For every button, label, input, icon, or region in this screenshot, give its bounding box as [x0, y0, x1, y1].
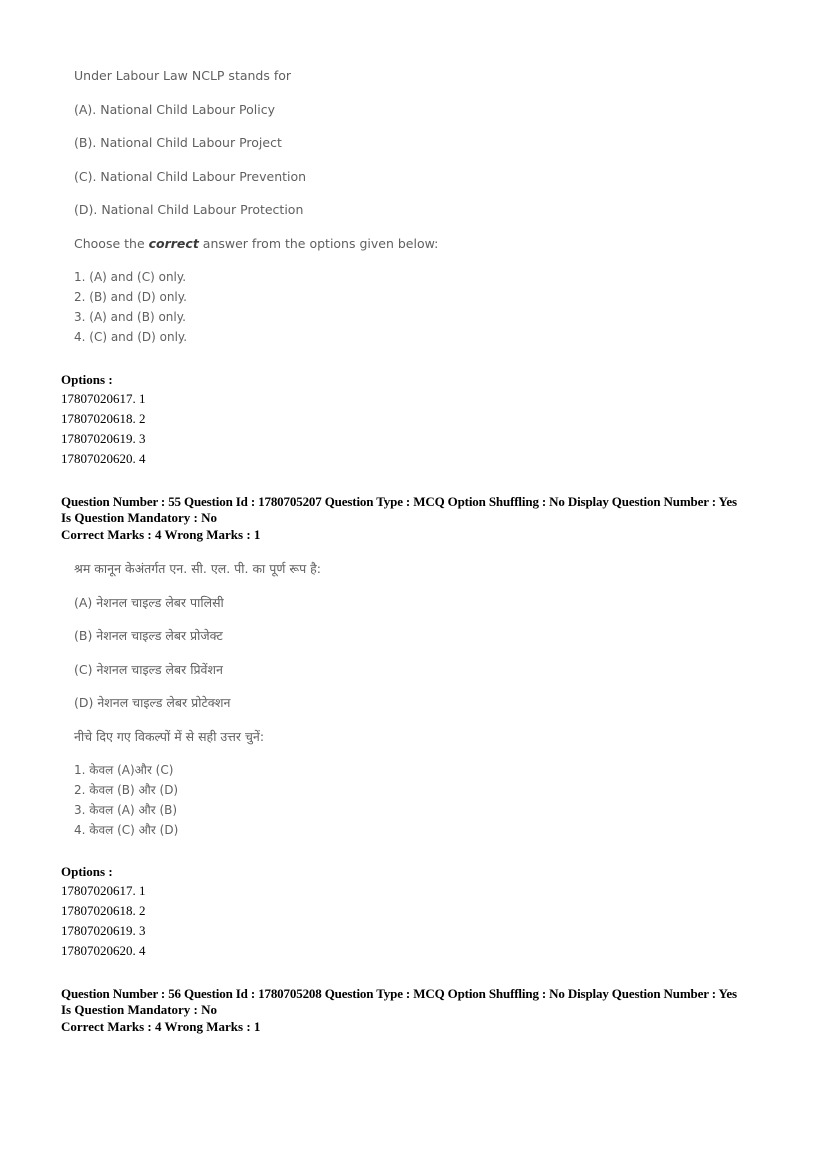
statement-a: (A). National Child Labour Policy — [74, 102, 276, 117]
question-55-header: Question Number : 55 Question Id : 1780705207 Question Type : MCQ Option Shuffling : No Display Question Number : Yes — [61, 494, 737, 509]
question-55-marks: Correct Marks : 4 Wrong Marks : 1 — [61, 527, 261, 542]
question-stem: श्रम कानून केअंतर्गत एन. सी. एल. पी. का पूर्ण रूप है: — [74, 561, 322, 576]
option-id: 17807020620. 4 — [61, 451, 146, 466]
choice-1: 1. केवल (A)और (C) — [74, 763, 174, 777]
choice-2: 2. (B) and (D) only. — [74, 290, 187, 304]
statement-d: (D) नेशनल चाइल्ड लेबर प्रोटेक्शन — [74, 695, 231, 710]
option-id: 17807020619. 3 — [61, 923, 146, 938]
statement-b: (B) नेशनल चाइल्ड लेबर प्रोजेक्ट — [74, 628, 223, 643]
choice-3: 3. केवल (A) और (B) — [74, 803, 178, 817]
option-id: 17807020620. 4 — [61, 943, 146, 958]
question-55-mandatory: Is Question Mandatory : No — [61, 510, 218, 525]
instruction — [74, 236, 438, 251]
choice-2: 2. केवल (B) और (D) — [74, 783, 179, 797]
statement-b: (B). National Child Labour Project — [74, 135, 282, 150]
options-label: Options : — [61, 372, 113, 387]
statement-c: (C) नेशनल चाइल्ड लेबर प्रिवेंशन — [74, 662, 223, 677]
statement-a: (A) नेशनल चाइल्ड लेबर पालिसी — [74, 595, 224, 610]
instruction-pre: Choose the — [74, 236, 149, 251]
option-id: 17807020617. 1 — [61, 883, 146, 898]
question-56-header: Question Number : 56 Question Id : 1780705208 Question Type : MCQ Option Shuffling : No Display Question Number : Yes — [61, 986, 737, 1001]
statement-d: (D). National Child Labour Protection — [74, 202, 304, 217]
option-id: 17807020619. 3 — [61, 431, 146, 446]
instruction-post: answer from the options given below: — [198, 236, 439, 251]
question-56-mandatory: Is Question Mandatory : No — [61, 1002, 218, 1017]
option-id: 17807020618. 2 — [61, 903, 146, 918]
question-stem: Under Labour Law NCLP stands for — [74, 68, 292, 83]
question-56-marks: Correct Marks : 4 Wrong Marks : 1 — [61, 1019, 261, 1034]
option-id: 17807020618. 2 — [61, 411, 146, 426]
choice-3: 3. (A) and (B) only. — [74, 310, 186, 324]
choice-4: 4. (C) and (D) only. — [74, 330, 188, 344]
choice-1: 1. (A) and (C) only. — [74, 270, 187, 284]
instruction: नीचे दिए गए विकल्पों में से सही उत्तर चुनें: — [74, 729, 265, 744]
option-id: 17807020617. 1 — [61, 391, 146, 406]
options-label: Options : — [61, 864, 113, 879]
instruction-emphasis: correct — [148, 236, 199, 251]
choice-4: 4. केवल (C) और (D) — [74, 823, 179, 837]
statement-c: (C). National Child Labour Prevention — [74, 169, 307, 184]
